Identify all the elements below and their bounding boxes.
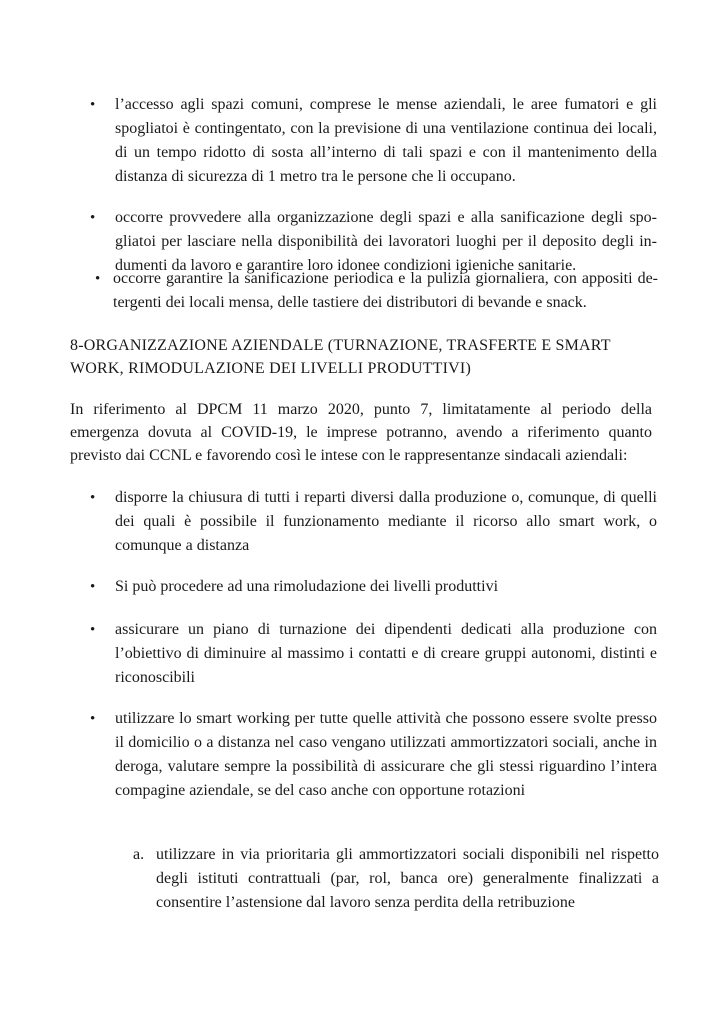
bullet-marker: • [90, 210, 96, 226]
bullet-marker: • [90, 622, 96, 638]
list-item-text: occorre provvedere alla organizzazione degli spazi e alla sanificazione degli spo-gliatoi per lasciare nella disponibilità dei lavoratori luoghi per il deposito degli in-dumenti da lavoro e garantire loro idonee condizioni igieniche sanitarie. [115, 209, 657, 274]
bullet-marker: • [90, 579, 96, 595]
sub-list-marker: a. [133, 846, 145, 863]
list-item-text: utilizzare lo smart working per tutte quelle attività che possono essere svolte presso il domicilio o a distanza nel caso vengano utilizzati ammortizzatori sociali, anche in deroga, valutare sempre la possibilità di assicurare che gli stessi riguardino l’intera compagine aziendale, se del caso anche con opportune rotazioni [115, 710, 657, 799]
list-item-text: assicurare un piano di turnazione dei dipendenti dedicati alla produzione con l’obiettivo di diminuire al massimo i contatti e di creare gruppi autonomi, distinti e riconoscibili [115, 621, 657, 686]
bullet-marker: • [90, 711, 96, 727]
list-item-text: Si può procedere ad una rimoludazione dei livelli produttivi [115, 578, 499, 595]
list-item-text: occorre garantire la sanificazione periodica e la pulizia giornaliera, con appositi de-tergenti dei locali mensa, delle tastiere dei distributori di bevande e snack. [113, 270, 658, 311]
list-item-text: disporre la chiusura di tutti i reparti diversi dalla produzione o, comunque, di quelli dei quali è possibile il funzionamento mediante il ricorso allo smart work, o comunque a distanza [115, 489, 657, 554]
bullet-marker: • [95, 271, 101, 287]
intro-paragraph: In riferimento al DPCM 11 marzo 2020, punto 7, limitatamente al periodo della emergenza dovuta al COVID-19, le imprese potranno, avendo a riferimento quanto previsto dai CCNL e favorendo così le intese con le rappresentanze sindacali aziendali: [70, 401, 652, 464]
section-heading: 8-ORGANIZZAZIONE AZIENDALE (TURNAZIONE, TRASFERTE E SMART WORK, RIMODULAZIONE DEI LIVELLI PRODUTTIVI) [70, 337, 611, 377]
bullet-marker: • [90, 97, 96, 113]
list-item-text: l’accesso agli spazi comuni, comprese le mense aziendali, le aree fumatori e gli spogliatoi è contingentato, con la previsione di una ventilazione continua dei locali, di un tempo ridotto di sosta all’interno di tali spazi e con il mantenimento della distanza di sicurezza di 1 metro tra le persone che li occupano. [115, 96, 657, 185]
bullet-marker: • [90, 490, 96, 506]
sub-list-item-text: utilizzare in via prioritaria gli ammortizzatori sociali disponibili nel rispetto degli istituti contrattuali (par, rol, banca ore) generalmente finalizzati a consentire l’astensione dal lavoro senza perdita della retribuzione [156, 846, 659, 911]
